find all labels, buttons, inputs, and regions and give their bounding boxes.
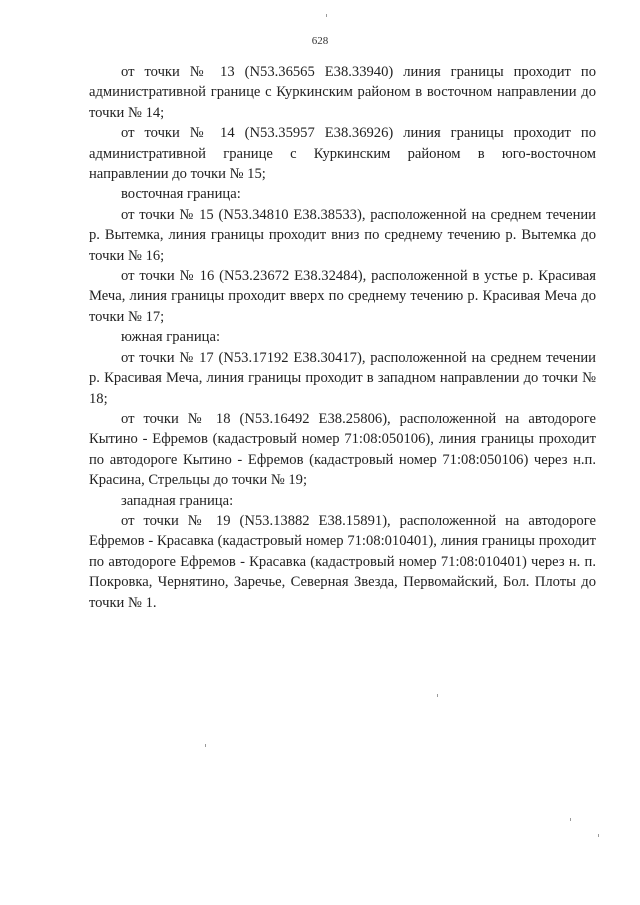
scan-speck <box>437 694 438 697</box>
scan-speck <box>205 744 206 747</box>
scan-speck <box>326 14 327 17</box>
scan-speck <box>570 818 571 821</box>
page-number: 628 <box>311 35 329 47</box>
paragraph-point-15: от точки № 15 (N53.34810 E38.38533), расположенной на среднем течении р. Вытемка, линия границы проходит вниз по среднему течению р. Вытемка до точки № 16; <box>89 206 596 264</box>
paragraph-point-19: от точки № 19 (N53.13882 E38.15891), расположенной на автодороге Ефремов - Красавка (кадастровый номер 71:08:010401), линия границы проходит по автодороге Ефремов - Красавка (кадастровый номер 71:08:010401) через н. п. Покровка, Чернятино, Заречье, Северная Звезда, Первомайский, Бол. Плоты до точки № 1. <box>89 512 596 611</box>
paragraph-point-14: от точки № 14 (N53.35957 E38.36926) линия границы проходит по административной границе с Куркинским районом в юго-восточном направлении до точки № 15; <box>89 125 596 183</box>
scan-speck <box>598 834 599 837</box>
paragraph-point-16: от точки № 16 (N53.23672 E38.32484), расположенной в устье р. Красивая Меча, линия границы проходит вверх по среднему течению р. Красивая Меча до точки № 17; <box>89 268 596 325</box>
paragraph-point-13: от точки № 13 (N53.36565 E38.33940) линия границы проходит по административной границе с Куркинским районом в восточном направлении до точки № 14; <box>89 64 596 121</box>
boundary-description <box>89 62 596 613</box>
heading-west-border: западная граница: <box>121 492 234 509</box>
heading-south-border: южная граница: <box>121 329 220 346</box>
heading-east-border: восточная граница: <box>121 186 241 203</box>
paragraph-point-18: от точки № 18 (N53.16492 E38.25806), расположенной на автодороге Кытино - Ефремов (кадастровый номер 71:08:050106), линия границы проходит по автодороге Кытино - Ефремов (кадастровый номер 71:08:050106) через н.п. Красина, Стрельцы до точки № 19; <box>89 410 596 489</box>
paragraph-point-17: от точки № 17 (N53.17192 E38.30417), расположенной на среднем течении р. Красивая Меча, линия границы проходит в западном направлении до точки № 18; <box>89 349 596 407</box>
